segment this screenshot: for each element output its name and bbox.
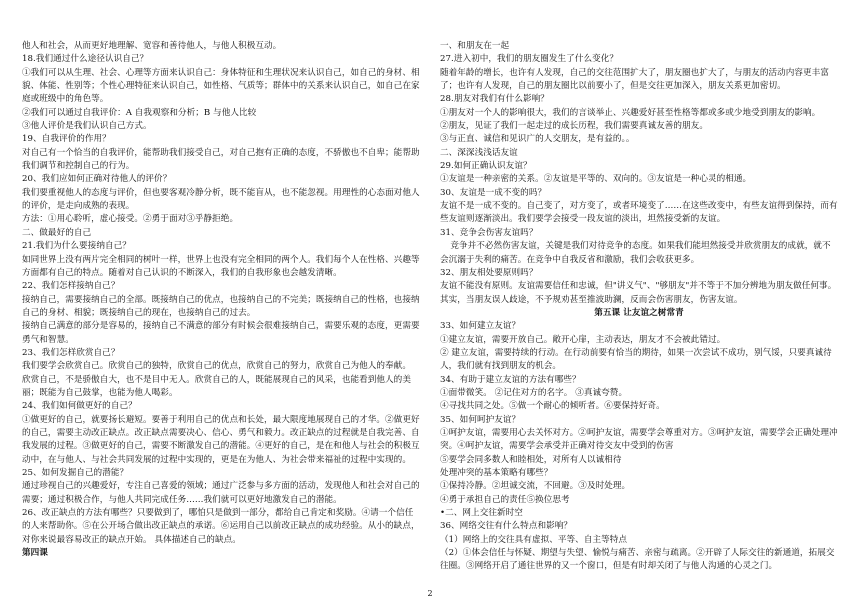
answer-text: ②我们可以通过自我评价：A 自我观察和分析；B 与他人比较 — [22, 107, 257, 118]
question-heading: 25、如何发掘自己的潜能？ — [22, 468, 129, 478]
question-heading: 30、友谊是一成不变的吗？ — [440, 187, 547, 198]
answer-text: ①友谊是一种亲密的关系。②友谊是平等的、双向的。③友谊是一种心灵的相通。 — [440, 174, 752, 185]
answer-text: ④勇于承担自己的责任⑤换位思考 — [440, 494, 570, 505]
answer-text: ③与正直、诚信和见识广的人交朋友，是有益的。。 — [440, 134, 635, 145]
answer-text: ①朋友对一个人的影响很大，我们的言谈举止、兴趣爱好甚至性格等都或多或少地受到朋友的影响。 — [440, 107, 821, 118]
question-heading: 29.如何正确认识友谊？ — [440, 161, 532, 172]
answer-text: ③他人评价是我们认识自己方式。 — [22, 121, 152, 132]
question-heading: 20、我们应如何正确对待他人的评价？ — [22, 174, 172, 185]
question-heading: 31、竞争会伤害友谊吗？ — [440, 227, 538, 238]
answer-text: 26、改正缺点的方法有哪些？只要做到了，哪怕只是做到一部分，都给自己肯定和奖励。④请一个信任的人来帮助你。⑤在公开场合做出改正缺点的承诺。⑥运用自己以前改正缺点的成功经验。从小的缺点，对你来说最容易改正的缺点开始。 具体描述自己的缺点。 — [22, 508, 420, 545]
question-heading: 34、有助于建立友谊的方法有哪些？ — [440, 374, 581, 385]
question-heading: 21.我们为什么要接纳自己？ — [22, 241, 131, 252]
page-number: 2 — [427, 589, 433, 598]
answer-text: ④寻找共同之处。⑤做一个耐心的倾听者。⑥要保持好奇。 — [440, 401, 665, 412]
answer-text: 如同世界上没有两片完全相同的树叶一样，世界上也没有完全相同的两个人。我们每个人在性格、兴趣等方面都有自己的特点。随着对自己认识的不断深入，我们的自我形象也会越发清晰。 — [22, 254, 420, 278]
answer-text: ② 建立友谊，需要持续的行动。在行动前要有恰当的期待，如果一次尝试不成功，别气馁，只要真诚待人，我们就有找到朋友的机会。 — [440, 347, 832, 372]
answer-text: ①保持冷静。②坦诚交流，不回避。③及时处理。 — [440, 481, 631, 492]
left-line: 他人和社会，从而更好地理解、宽容和善待他人，与他人积极互动。 — [22, 41, 282, 51]
answer-text: 随着年龄的增长，也许有人发现，自己的交往范围扩大了，朋友圈也扩大了，与朋友的活动内容更丰富了；也许有人发现，自己的朋友圈比以前要小了，但是交往更加深入，朋友关系更加密切。 — [440, 67, 829, 92]
question-heading: 35、如何呵护友谊？ — [440, 414, 521, 425]
answer-text: （2）①体会信任与怀疑、期望与失望、愉悦与痛苦、亲密与疏离。②开辟了人际交往的新通道，拓展交往圈。③网络开启了通往世界的又一个窗口，但是有时却关闭了与他人沟通的心灵之门。 — [440, 548, 835, 572]
question-heading: 18.我们通过什么途径认识自己？ — [22, 54, 149, 65]
answer-text: ②朋友，见证了我们一起走过的成长历程，我们需要真诚友善的朋友。 — [440, 121, 708, 132]
answer-text: 竞争并不必然伤害友谊，关键是我们对待竞争的态度。如果我们能坦然接受并欣赏朋友的成就，就不会沉溺于失利的痛苦。在竞争中自我反省和激励，我们会收获更多。 — [440, 241, 831, 265]
answer-text: 友谊不是一成不变的。自己变了，对方变了，或者环境变了……在这些改变中，有些友谊得到保持，而有些友谊则逐渐淡出。我们要学会接受一段友谊的淡出，坦然接受新的友谊。 — [440, 201, 838, 225]
answer-text: ①呵护友谊，需要用心去关怀对方。②呵护友谊，需要学会尊重对方。③呵护友谊，需要学会正确处理冲突。④呵护友谊，需要学会承受并正确对待交友中受到的伤害 — [440, 427, 838, 452]
answer-text: ①建立友谊，需要开放自己。敞开心扉，主动表达，朋友才不会被此错过。 — [440, 334, 726, 345]
answer-text: 接纳自己满意的部分是容易的，接纳自己不满意的部分有时候会很难接纳自己，需要乐观的态度，更需要勇气和智慧。 — [22, 321, 420, 345]
question-heading: 27.进入初中，我们的朋友圈发生了什么变化？ — [440, 54, 619, 65]
question-heading: 19、自我评价的作用？ — [22, 134, 111, 145]
question-heading: 处理冲突的基本策略有哪些？ — [440, 468, 553, 478]
question-heading: 36、网络交往有什么特点和影响？ — [440, 521, 573, 532]
answer-text: ①我们可以从生理、社会、心理等方面来认识自己：身体特征和生理状况来认识自己，如自己的身材、相貌、体能、性别等；个性心理特征来认识自己，如性格、气质等；群体中的关系来认识自己，如自己在家庭或班级中的角色等。 — [22, 67, 420, 105]
answer-text: （1）网络上的交往具有虚拟、平等、自主等特点 — [440, 534, 628, 545]
answer-text: 我们要重视他人的态度与评价，但也要客观冷静分析，既不能盲从，也不能忽视。用理性的心态面对他人的评价，是走向成熟的表现。 — [22, 187, 420, 212]
question-heading: 23、我们怎样欣赏自己？ — [22, 347, 120, 358]
section-heading: •二、网上交往新时空 — [440, 508, 523, 519]
answer-text: ①面带微笑。 ②记住对方的名字。 ③真诚夸赞。 — [440, 387, 628, 398]
question-heading: 33、如何建立友谊？ — [440, 321, 521, 332]
lesson-heading: 第五课 让友谊之树常青 — [594, 307, 684, 318]
question-heading: 28.朋友对我们有什么影响？ — [440, 94, 549, 105]
answer-text: 欣赏自己，不是骄傲自大，也不是目中无人。欣赏自己的人，既能展现自己的风采，也能看到他人的美丽；既能为自己鼓掌，也能为他人喝彩。 — [22, 374, 411, 398]
section-heading: 一、和朋友在一起 — [440, 41, 510, 51]
answer-text: 接纳自己，需要接纳自己的全部。既接纳自己的优点，也接纳自己的不完美；既接纳自己的性格，也接纳自己的身材、相貌；既接纳自己的现在，也接纳自己的过去。 — [22, 294, 420, 318]
answer-text: 方法：①用心聆听，虚心接受。②勇于面对③乎静拒绝。 — [22, 214, 239, 225]
question-heading: 32、朋友相处要原则吗？ — [440, 267, 538, 278]
answer-text: ①做更好的自己，就要扬长避短。要善于利用自己的优点和长处，最大限度地展现自己的才华。②做更好的自己，需要主动改正缺点。改正缺点需要决心、信心、勇气和毅力。改正缺点的过程就是自我完善、自我发展的过程。③做更好的自己，需要不断激发自己的潜能。④更好的自己，是在和他人与社会的积极互动中，在与他人、与社会共同发展的过程中实现的，更是在为他人、为社会带来福祉的过程中实现的。 — [22, 414, 420, 465]
answer-text: 通过珍视自己的兴趣爱好，专注自己喜爱的领域；通过广泛参与多方面的活动，发现他人和社会对自己的需要；通过积极合作，与他人共同完成任务……我们就可以更好地激发自己的潜能。 — [22, 481, 420, 505]
lesson-heading: 第四课 — [22, 548, 48, 559]
answer-text: 友谊不能没有原则。友谊需要信任和忠诚，但"讲义气"、"够朋友"并不等于不加分辨地为朋友做任何事。其实，当朋友误人歧途，不予规劝甚至推波助澜，反而会伤害朋友，伤害友谊。 — [440, 281, 837, 305]
question-heading: 22、我们怎样接纳自己？ — [22, 281, 120, 292]
answer-text: 对自己有一个恰当的自我评价，能帮助我们接受自己，对自己抱有正确的态度，不骄傲也不自卑；能帮助我们调节和控制自己的行为。 — [22, 147, 420, 172]
answer-text: ⑤要学会同多数人和睦相处，对所有人以诚相待 — [440, 454, 622, 465]
section-heading: 二、做最好的自己 — [22, 227, 92, 238]
answer-text: 我们要学会欣赏自己。欣赏自己的独特，欣赏自己的优点，欣赏自己的努力，欣赏自己为他人的奉献。 — [22, 361, 411, 372]
section-heading: 二、深深浅浅话友谊 — [440, 147, 518, 158]
left-column — [22, 40, 420, 560]
right-column — [440, 40, 838, 574]
question-heading: 24、我们如何做更好的自己？ — [22, 401, 137, 412]
